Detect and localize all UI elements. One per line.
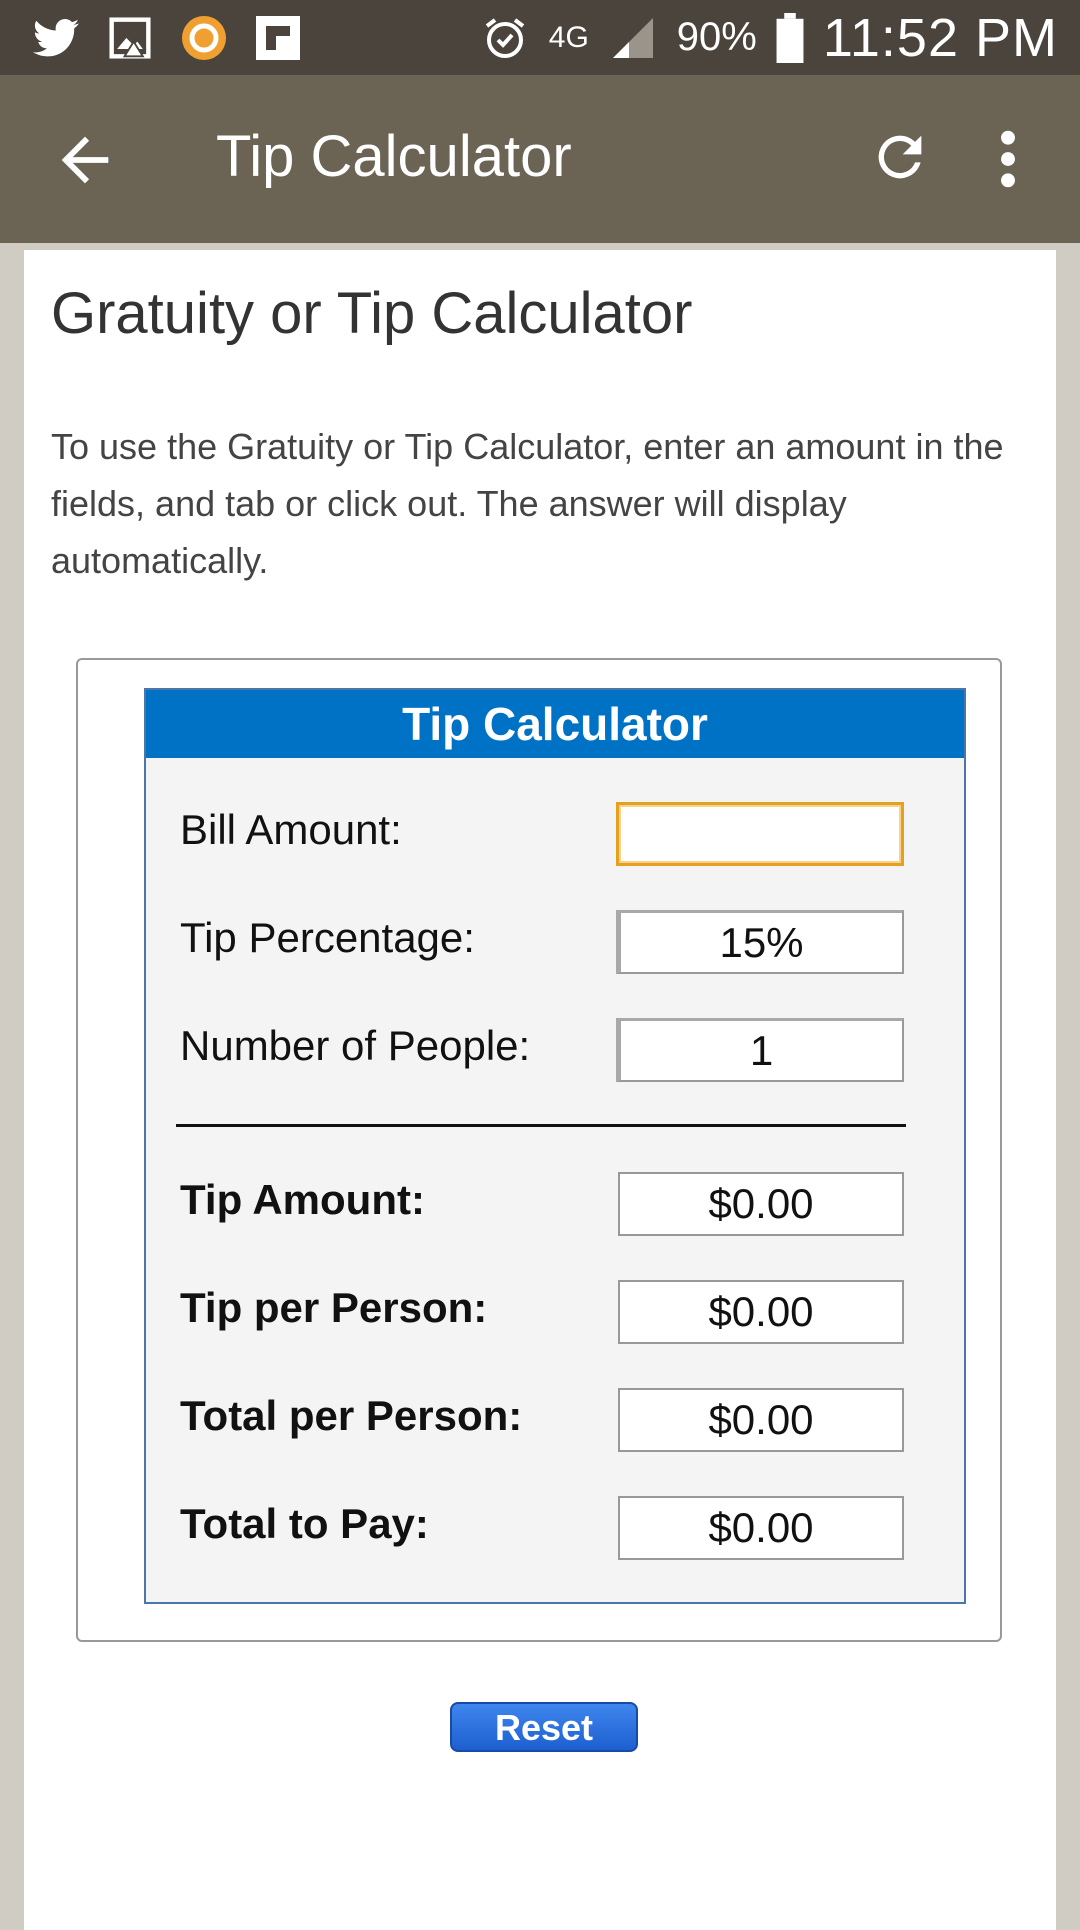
total-per-person-label: Total per Person:	[180, 1392, 523, 1439]
total-per-person-output: $0.00	[618, 1388, 904, 1452]
refresh-icon[interactable]	[868, 125, 932, 189]
tip-amount-label: Tip Amount:	[180, 1176, 425, 1223]
tip-calculator	[144, 688, 966, 1604]
divider	[176, 1124, 906, 1127]
network-type: 4G	[548, 20, 589, 54]
number-of-people-label: Number of People:	[180, 1022, 531, 1069]
bill-amount-label: Bill Amount:	[180, 806, 402, 853]
reset-button[interactable]: Reset	[450, 1702, 638, 1752]
tip-amount-output: $0.00	[618, 1172, 904, 1236]
total-to-pay-label: Total to Pay:	[180, 1500, 429, 1547]
gallery-alert-icon	[104, 12, 156, 64]
status-bar	[0, 0, 1080, 75]
battery-percentage: 90%	[676, 15, 757, 59]
tip-per-person-label: Tip per Person:	[180, 1284, 488, 1331]
flipboard-icon	[252, 12, 304, 64]
tip-per-person-output: $0.00	[618, 1280, 904, 1344]
page-title: Gratuity or Tip Calculator	[51, 281, 693, 346]
twitter-icon	[30, 12, 82, 64]
bill-amount-input[interactable]	[616, 802, 904, 866]
web-content	[24, 250, 1056, 1930]
more-vert-icon[interactable]	[990, 127, 1026, 191]
total-to-pay-output: $0.00	[618, 1496, 904, 1560]
tip-percentage-input[interactable]: 15%	[616, 910, 904, 974]
number-of-people-input[interactable]: 1	[616, 1018, 904, 1082]
orange-app-icon	[178, 12, 230, 64]
tip-percentage-label: Tip Percentage:	[180, 914, 475, 961]
app-title: Tip Calculator	[216, 124, 572, 189]
back-arrow-icon[interactable]	[50, 125, 120, 195]
app-bar	[0, 75, 1080, 243]
signal-icon	[607, 12, 659, 64]
calculator-header: Tip Calculator	[146, 690, 964, 758]
alarm-icon	[479, 12, 531, 64]
clock: 11:52 PM	[822, 7, 1058, 68]
battery-icon	[775, 12, 805, 64]
intro-text: To use the Gratuity or Tip Calculator, enter an amount in the fields, and tab or click out. The answer will display automatically.	[51, 426, 1004, 581]
